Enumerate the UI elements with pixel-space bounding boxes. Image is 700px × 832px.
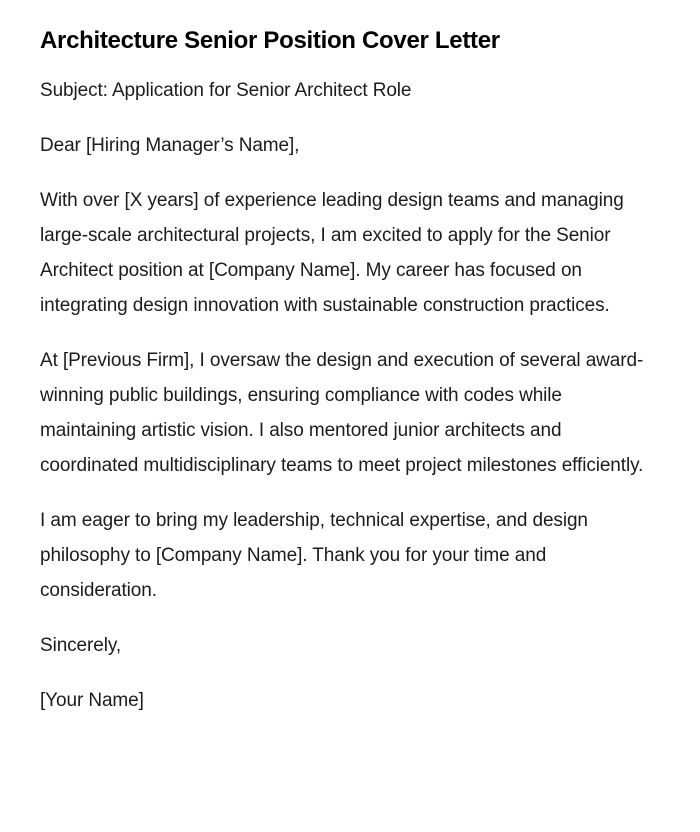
body-paragraph-closing-remarks: I am eager to bring my leadership, technical expertise, and design philosophy to [Company Name]. Thank you for your time and consideration. — [40, 510, 588, 601]
signature: [Your Name] — [40, 690, 144, 711]
subject-line: Subject: Application for Senior Architect Role — [40, 80, 412, 101]
body-paragraph-previous-firm: At [Previous Firm], I oversaw the design and execution of several award-winning public buildings, ensuring compliance with codes while maintaining artistic vision. I also mentored junior architects and coordinated multidisciplinary teams to meet project milestones efficiently. — [40, 350, 644, 476]
document-title: Architecture Senior Position Cover Letter — [40, 27, 500, 54]
closing: Sincerely, — [40, 635, 122, 656]
body-paragraph-experience: With over [X years] of experience leading design teams and managing large-scale architectural projects, I am excited to apply for the Senior Architect position at [Company Name]. My career has focused on integrating design innovation with sustainable construction practices. — [40, 190, 624, 316]
salutation: Dear [Hiring Manager’s Name], — [40, 135, 300, 156]
